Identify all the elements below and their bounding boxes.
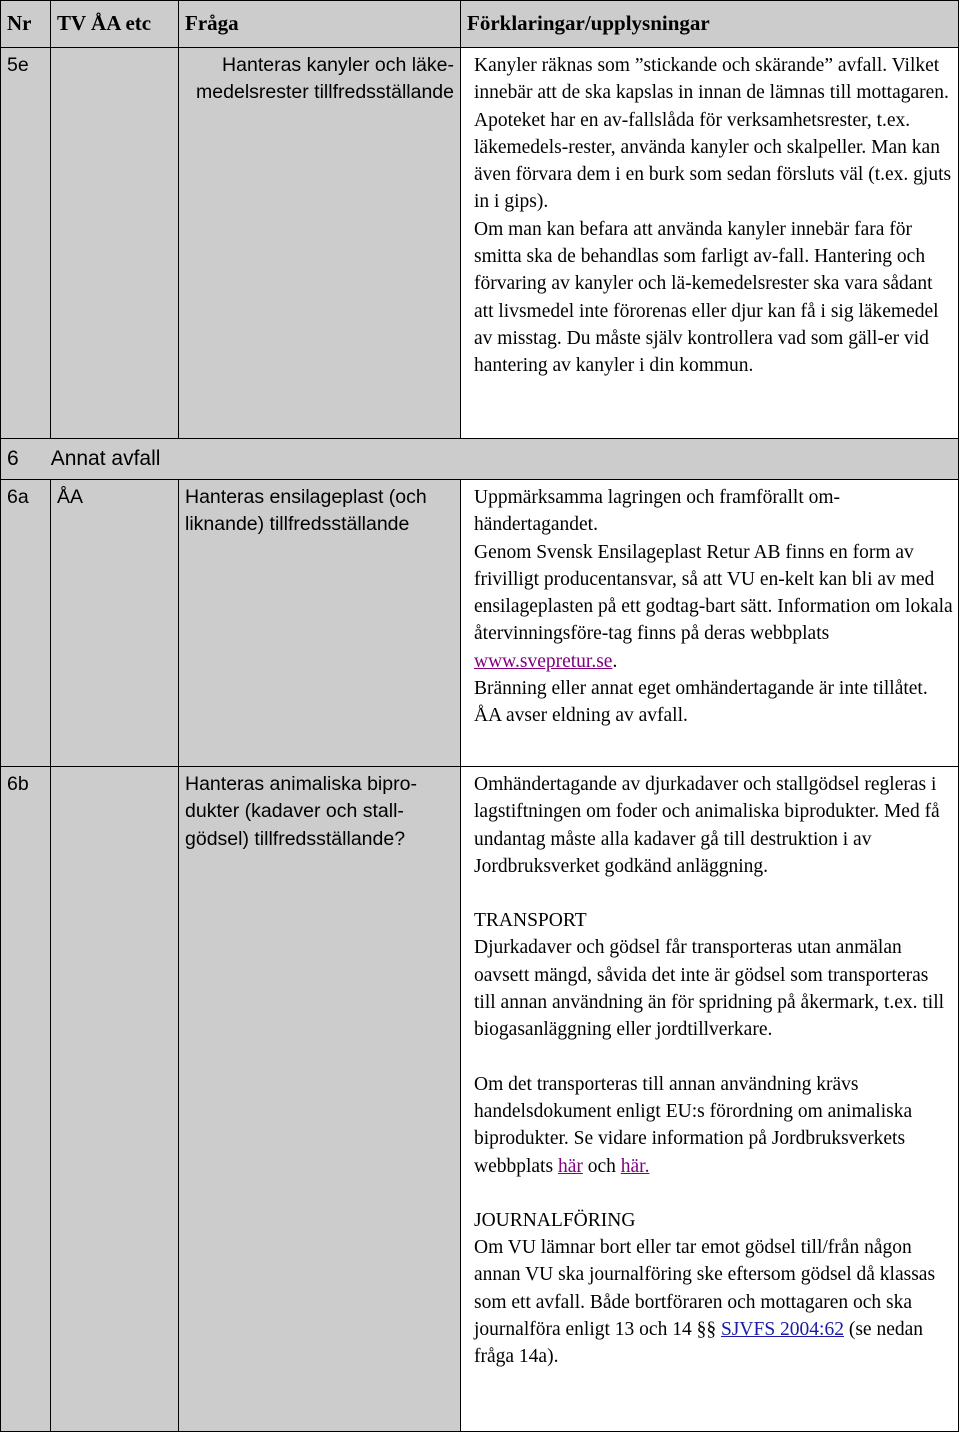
row-6a-tv: ÅA: [51, 480, 179, 767]
row-6b-tv: [51, 767, 179, 1432]
journal-text-end: (se nedan fråga 14a).: [474, 1319, 924, 1368]
row-5e-nr: 5e: [1, 48, 51, 439]
table-row-5e: [1, 48, 959, 439]
row-5e-tv: [51, 48, 179, 439]
row-5e-explanation-p1: Kanyler räknas som ”stickande och skärande” avfall. Vilket innebär att de ska kapslas in innan de lämnas till mottagaren. Apoteket har en av-fallslåda för verksamhetsrester, t.ex. läkemedels-rester, använda kanyler och skalpeller. Man kan även förvara dem i en burk som sedan försluts väl (t.ex. gjuts in i gips).: [474, 55, 952, 213]
row-6a-p4: ÅA avser eldning av avfall.: [474, 705, 688, 727]
header-question: Fråga: [179, 1, 461, 48]
row-6a-p3: Bränning eller annat eget omhändertagande är inte tillåtet.: [474, 678, 928, 700]
row-6b-p3-mid: och: [582, 1155, 621, 1177]
spacer: [474, 880, 954, 907]
row-6a-explanation: [461, 480, 959, 767]
section-row-6: [1, 439, 959, 480]
transport-text: Djurkadaver och gödsel får transporteras utan anmälan oavsett mängd, såvida det inte är gödsel som transporteras till annan användning än för spridning på åkermark, t.ex. till biogasanläggning eller jordtillverkare.: [474, 937, 945, 1041]
row-6a-nr: 6a: [1, 480, 51, 767]
header-explanation: Förklaringar/upplysningar: [461, 1, 959, 48]
svepretur-link[interactable]: www.svepretur.se: [474, 650, 613, 672]
row-6a-question: Hanteras ensilageplast (och liknande) tillfredsställande: [179, 480, 461, 767]
row-6b-nr: 6b: [1, 767, 51, 1432]
row-6a-p2-end: .: [612, 650, 618, 672]
table-row-6a: [1, 480, 959, 767]
row-6b-question: Hanteras animaliska bipro-dukter (kadaver och stall-gödsel) tillfredsställande?: [179, 767, 461, 1432]
row-6a-p1: Uppmärksamma lagringen och framförallt om-händertagandet.: [474, 487, 841, 536]
journal-heading: JOURNALFÖRING: [474, 1209, 636, 1231]
spacer: [474, 1180, 954, 1207]
header-tv: TV ÅA etc: [51, 1, 179, 48]
header-nr: Nr: [1, 1, 51, 48]
section-6-cell: [1, 439, 959, 480]
row-6a-p2: [474, 539, 954, 675]
section-6-title: Annat avfall: [50, 447, 161, 471]
row-5e-question: Hanteras kanyler och läke-medelsrester tillfredsställande: [179, 48, 461, 439]
row-6b-p3: [474, 1071, 954, 1180]
row-5e-explanation-p2: Om man kan befara att använda kanyler innebär fara för smitta ska de behandlas som farligt av-fall. Hantering och förvaring av kanyler och lä-kemedelsrester ska vara sådant att livsmedel inte förorenas eller djur kan få i sig läkemedel av misstag. Du måste själv kontrollera vad som gäll-er vid hantering av kanyler i din kommun.: [474, 218, 939, 377]
table-header-row: [1, 1, 959, 48]
journal-text-main: Om VU lämnar bort eller tar emot gödsel till/från någon annan VU ska journalföring ske eftersom gödsel då klassas som ett avfall. Både bortföraren och mottagaren och ska journalföra enligt 13 och 14 §§: [474, 1237, 936, 1341]
table-row-6b: [1, 767, 959, 1432]
jordbruksverket-link-2[interactable]: här.: [620, 1155, 650, 1177]
jordbruksverket-link-1[interactable]: här: [557, 1155, 583, 1177]
row-6a-p2-text: Genom Svensk Ensilageplast Retur AB finns en form av frivilligt producentansvar, så att VU en-kelt kan bli av med ensilageplasten på ett godtag-bart sätt. Information om lokala återvinningsföre-tag finns på deras webbplats: [474, 541, 953, 645]
section-6-nr: 6: [7, 447, 19, 471]
row-5e-explanation: [461, 48, 959, 439]
spacer: [474, 1044, 954, 1071]
sjvfs-link[interactable]: SJVFS 2004:62: [720, 1319, 844, 1341]
row-6b-p1: Omhändertagande av djurkadaver och stallgödsel regleras i lagstiftningen om foder och animaliska biprodukter. Med få undantag måste alla kadaver gå till destruktion i av Jordbruksverket godkänd anläggning.: [474, 774, 940, 877]
row-6b-explanation: [461, 767, 959, 1432]
journal-text: [474, 1234, 954, 1370]
row-6b-p3-text: Om det transporteras till annan användning krävs handelsdokument enligt EU:s förordning om animaliska biprodukter. Se vidare information på Jordbruksverkets webbplats: [474, 1073, 913, 1177]
transport-heading: TRANSPORT: [474, 910, 587, 932]
